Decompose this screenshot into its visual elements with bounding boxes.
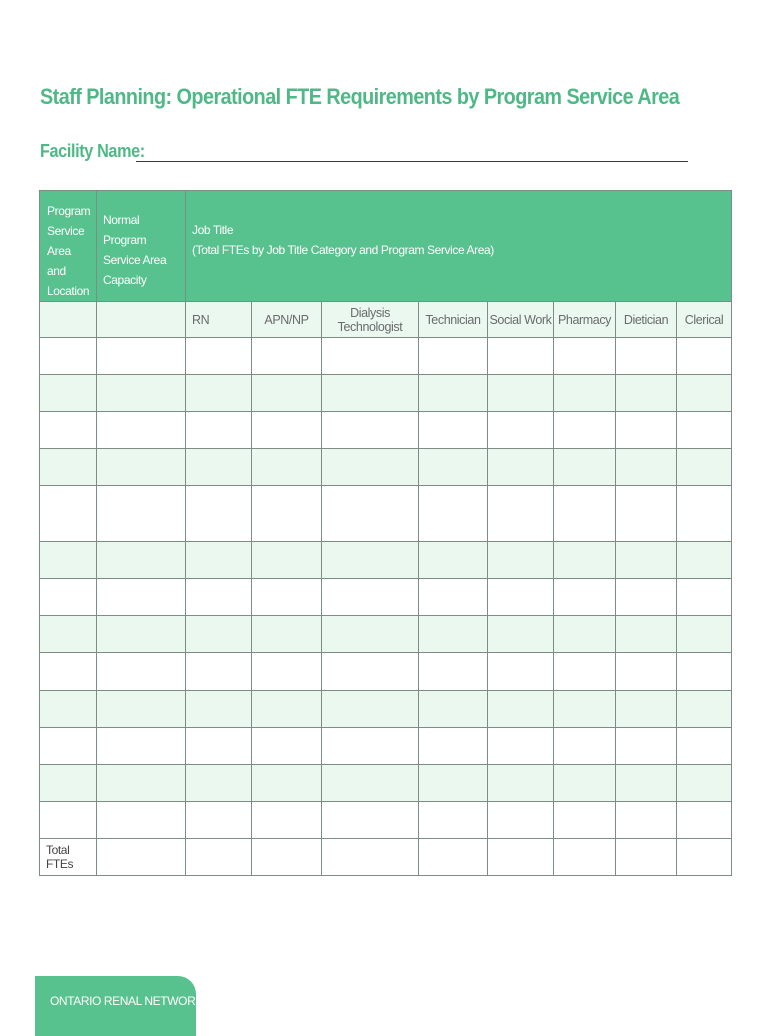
table-cell[interactable] — [554, 412, 616, 449]
table-cell[interactable] — [186, 412, 252, 449]
table-cell[interactable] — [40, 486, 97, 542]
table-cell[interactable] — [97, 486, 186, 542]
table-row — [40, 486, 732, 542]
table-cell[interactable] — [677, 616, 732, 653]
table-cell[interactable] — [419, 839, 488, 876]
table-cell[interactable] — [322, 579, 419, 616]
table-cell[interactable] — [186, 839, 252, 876]
table-cell[interactable] — [97, 579, 186, 616]
table-cell[interactable] — [554, 691, 616, 728]
table-cell[interactable] — [252, 486, 322, 542]
table-cell[interactable] — [554, 449, 616, 486]
table-cell[interactable] — [97, 839, 186, 876]
job-title-pharmacy: Pharmacy — [554, 302, 616, 338]
fte-requirements-table — [39, 190, 732, 876]
table-cell[interactable] — [419, 765, 488, 802]
table-cell[interactable] — [616, 412, 677, 449]
table-cell[interactable] — [419, 449, 488, 486]
table-cell[interactable] — [252, 653, 322, 691]
table-cell[interactable] — [419, 542, 488, 579]
job-title-technician: Technician — [419, 302, 488, 338]
table-cell[interactable] — [616, 375, 677, 412]
table-cell[interactable] — [419, 616, 488, 653]
table-cell[interactable] — [616, 616, 677, 653]
table-cell[interactable] — [488, 486, 554, 542]
total-ftes-label: Total FTEs — [40, 839, 97, 876]
table-cell[interactable] — [488, 338, 554, 375]
table-cell[interactable] — [186, 728, 252, 765]
facility-name-row — [40, 141, 690, 165]
table-cell[interactable] — [419, 579, 488, 616]
table-cell[interactable] — [186, 653, 252, 691]
table-cell[interactable] — [40, 302, 97, 338]
capacity-header: Normal Program Service Area Capacity — [97, 191, 186, 302]
table-cell[interactable] — [677, 449, 732, 486]
table-row — [40, 338, 732, 375]
table-cell[interactable] — [40, 802, 97, 839]
table-row — [40, 449, 732, 486]
table-cell[interactable] — [322, 728, 419, 765]
job-title-dialysis-technologist: Dialysis Technologist — [322, 302, 419, 338]
table-row — [40, 542, 732, 579]
footer-org-name: ONTARIO RENAL NETWORK — [50, 994, 203, 1008]
table-cell[interactable] — [252, 691, 322, 728]
table-cell[interactable] — [677, 839, 732, 876]
table-cell[interactable] — [616, 653, 677, 691]
table-cell[interactable] — [616, 338, 677, 375]
job-title-apn-np: APN/NP — [252, 302, 322, 338]
table-cell[interactable] — [554, 579, 616, 616]
table-cell[interactable] — [186, 765, 252, 802]
table-cell[interactable] — [488, 653, 554, 691]
table-cell[interactable] — [677, 691, 732, 728]
table-cell[interactable] — [252, 839, 322, 876]
table-header-row — [40, 191, 732, 302]
table-cell[interactable] — [40, 765, 97, 802]
table-cell[interactable] — [322, 802, 419, 839]
table-cell[interactable] — [616, 579, 677, 616]
table-cell[interactable] — [677, 375, 732, 412]
facility-name-field[interactable] — [136, 161, 688, 162]
table-cell[interactable] — [186, 375, 252, 412]
page-title: Staff Planning: Operational FTE Requirements by Program Service Area — [40, 84, 680, 109]
table-cell[interactable] — [186, 691, 252, 728]
table-cell[interactable] — [97, 412, 186, 449]
table-cell[interactable] — [616, 839, 677, 876]
table-cell[interactable] — [488, 839, 554, 876]
table-cell[interactable] — [616, 486, 677, 542]
table-cell[interactable] — [252, 728, 322, 765]
table-cell[interactable] — [97, 653, 186, 691]
table-cell[interactable] — [322, 765, 419, 802]
table-cell[interactable] — [252, 338, 322, 375]
table-cell[interactable] — [616, 728, 677, 765]
table-cell[interactable] — [322, 839, 419, 876]
table-row — [40, 802, 732, 839]
table-cell[interactable] — [186, 579, 252, 616]
table-cell[interactable] — [488, 579, 554, 616]
table-cell[interactable] — [40, 616, 97, 653]
table-cell[interactable] — [554, 375, 616, 412]
table-cell[interactable] — [322, 375, 419, 412]
table-cell[interactable] — [554, 338, 616, 375]
table-cell[interactable] — [677, 728, 732, 765]
table-cell[interactable] — [322, 653, 419, 691]
table-cell[interactable] — [186, 486, 252, 542]
table-cell[interactable] — [252, 412, 322, 449]
table-cell[interactable] — [419, 691, 488, 728]
table-cell[interactable] — [488, 765, 554, 802]
table-cell[interactable] — [97, 728, 186, 765]
table-cell[interactable] — [419, 412, 488, 449]
table-cell[interactable] — [488, 802, 554, 839]
table-cell[interactable] — [488, 375, 554, 412]
table-cell[interactable] — [186, 802, 252, 839]
table-cell[interactable] — [488, 691, 554, 728]
table-cell[interactable] — [97, 302, 186, 338]
table-row — [40, 765, 732, 802]
job-title-dietician: Dietician — [616, 302, 677, 338]
table-cell[interactable] — [40, 728, 97, 765]
table-cell[interactable] — [186, 338, 252, 375]
job-title-rn: RN — [186, 302, 252, 338]
table-cell[interactable] — [97, 375, 186, 412]
table-cell[interactable] — [488, 542, 554, 579]
table-cell[interactable] — [252, 449, 322, 486]
table-cell[interactable] — [40, 412, 97, 449]
table-cell[interactable] — [677, 802, 732, 839]
table-cell[interactable] — [554, 802, 616, 839]
table-cell[interactable] — [252, 375, 322, 412]
table-cell[interactable] — [419, 375, 488, 412]
table-cell[interactable] — [322, 449, 419, 486]
table-cell[interactable] — [97, 542, 186, 579]
table-cell[interactable] — [97, 449, 186, 486]
table-cell[interactable] — [97, 338, 186, 375]
table-cell[interactable] — [97, 765, 186, 802]
table-cell[interactable] — [677, 338, 732, 375]
table-cell[interactable] — [419, 486, 488, 542]
table-cell[interactable] — [40, 579, 97, 616]
job-title-clerical: Clerical — [677, 302, 732, 338]
table-cell[interactable] — [616, 691, 677, 728]
table-cell[interactable] — [677, 653, 732, 691]
table-row — [40, 616, 732, 653]
table-cell[interactable] — [97, 802, 186, 839]
table-cell[interactable] — [40, 653, 97, 691]
facility-name-label: Facility Name: — [40, 141, 145, 161]
table-cell[interactable] — [252, 579, 322, 616]
table-cell[interactable] — [488, 412, 554, 449]
job-title-header: Job Title (Total FTEs by Job Title Category and Program Service Area) — [186, 191, 732, 302]
table-cell[interactable] — [616, 542, 677, 579]
table-cell[interactable] — [554, 542, 616, 579]
table-cell[interactable] — [186, 616, 252, 653]
page-number: 90 — [208, 994, 223, 1008]
table-cell[interactable] — [419, 728, 488, 765]
table-cell[interactable] — [488, 449, 554, 486]
footer-tab — [35, 976, 223, 1036]
table-row — [40, 728, 732, 765]
table-cell[interactable] — [677, 579, 732, 616]
job-title-row — [40, 302, 732, 338]
table-cell[interactable] — [252, 765, 322, 802]
table-row — [40, 412, 732, 449]
table-cell[interactable] — [40, 375, 97, 412]
table-cell[interactable] — [186, 449, 252, 486]
table-cell[interactable] — [97, 691, 186, 728]
table-cell[interactable] — [322, 338, 419, 375]
table-cell[interactable] — [97, 616, 186, 653]
table-cell[interactable] — [677, 542, 732, 579]
table-cell[interactable] — [322, 412, 419, 449]
program-service-area-header: Program Service Area and Location — [40, 191, 97, 302]
table-row — [40, 653, 732, 691]
table-row — [40, 691, 732, 728]
table-cell[interactable] — [554, 728, 616, 765]
table-cell[interactable] — [554, 839, 616, 876]
table-cell[interactable] — [677, 486, 732, 542]
table-cell[interactable] — [616, 802, 677, 839]
table-cell[interactable] — [322, 691, 419, 728]
table-cell[interactable] — [554, 765, 616, 802]
table-cell[interactable] — [252, 616, 322, 653]
table-cell[interactable] — [322, 542, 419, 579]
table-cell[interactable] — [616, 765, 677, 802]
table-cell[interactable] — [40, 542, 97, 579]
table-row — [40, 579, 732, 616]
footer-text — [50, 994, 222, 1008]
table-cell[interactable] — [419, 802, 488, 839]
table-cell[interactable] — [40, 449, 97, 486]
table-cell[interactable] — [616, 449, 677, 486]
table-cell[interactable] — [554, 486, 616, 542]
table-cell[interactable] — [419, 653, 488, 691]
table-cell[interactable] — [186, 542, 252, 579]
table-cell[interactable] — [554, 616, 616, 653]
table-cell[interactable] — [488, 728, 554, 765]
table-row — [40, 375, 732, 412]
table-cell[interactable] — [252, 542, 322, 579]
table-cell[interactable] — [554, 653, 616, 691]
table-cell[interactable] — [677, 412, 732, 449]
table-cell[interactable] — [252, 802, 322, 839]
table-cell[interactable] — [40, 338, 97, 375]
total-row — [40, 839, 732, 876]
table-cell[interactable] — [322, 616, 419, 653]
table-cell[interactable] — [40, 691, 97, 728]
table-cell[interactable] — [322, 486, 419, 542]
table-cell[interactable] — [677, 765, 732, 802]
table-cell[interactable] — [488, 616, 554, 653]
job-title-social-work: Social Work — [488, 302, 554, 338]
table-cell[interactable] — [419, 338, 488, 375]
